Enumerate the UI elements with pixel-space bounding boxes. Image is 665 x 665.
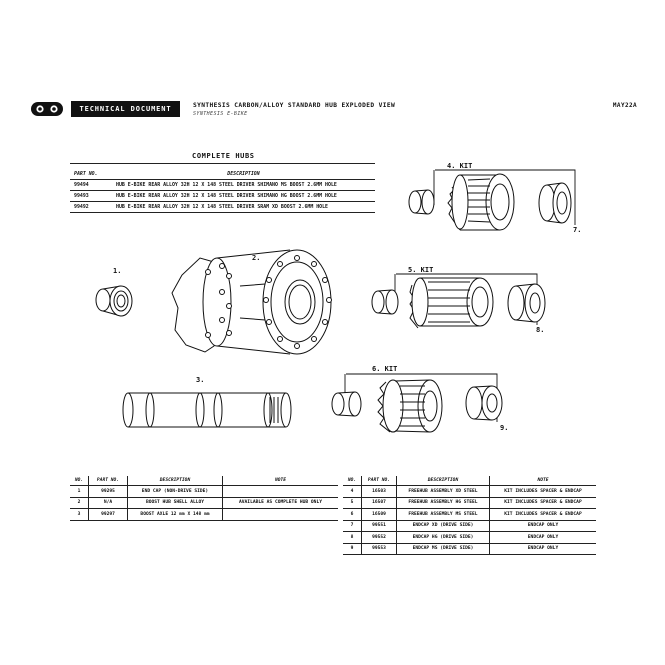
part-number: 99553 bbox=[362, 543, 397, 555]
hub-part-number: 99493 bbox=[70, 191, 112, 202]
hub-description: HUB E-BIKE REAR ALLOY 32H 12 X 148 STEEL DRIVER SRAM XD BOOST 2.6MM HOLE bbox=[112, 202, 375, 213]
part-description: FREEHUB ASSEMBLY MS STEEL bbox=[397, 509, 490, 521]
part-note: ENDCAP ONLY bbox=[490, 532, 597, 544]
column-header-note: NOTE bbox=[490, 476, 597, 486]
table-row bbox=[70, 509, 338, 521]
table-row bbox=[343, 509, 596, 521]
callout-3: 3. bbox=[196, 376, 205, 384]
parts-table-left bbox=[70, 476, 338, 521]
document-revision-date: MAY22A bbox=[612, 102, 637, 109]
item-number: 7 bbox=[343, 520, 362, 532]
part-number: 16509 bbox=[362, 509, 397, 521]
hub-description: HUB E-BIKE REAR ALLOY 32H 12 X 148 STEEL DRIVER SHIMANO HG BOOST 2.6MM HOLE bbox=[112, 191, 375, 202]
item-number: 5 bbox=[343, 497, 362, 509]
column-header-note: NOTE bbox=[223, 476, 339, 486]
column-header-description: DESCRIPTION bbox=[128, 476, 223, 486]
column-header-no: NO. bbox=[70, 476, 89, 486]
callout-4-kit: 4. KIT bbox=[447, 162, 473, 170]
column-header-description: DESCRIPTION bbox=[112, 169, 375, 180]
part-description: BOOST HUB SHELL ALLOY bbox=[128, 497, 223, 509]
callout-7: 7. bbox=[573, 226, 582, 234]
callout-5-kit: 5. KIT bbox=[408, 266, 434, 274]
part-number: 99295 bbox=[89, 486, 128, 498]
item-number: 3 bbox=[70, 509, 89, 521]
part-note: ENDCAP ONLY bbox=[490, 543, 597, 555]
part-note bbox=[223, 509, 339, 521]
hub-part-number: 99494 bbox=[70, 180, 112, 191]
item-number: 9 bbox=[343, 543, 362, 555]
column-header-no: NO. bbox=[343, 476, 362, 486]
part-note: KIT INCLUDES SPACER & ENDCAP bbox=[490, 497, 597, 509]
part-description: END CAP (NON-DRIVE SIDE) bbox=[128, 486, 223, 498]
table-header-row bbox=[70, 476, 338, 486]
callout-1: 1. bbox=[113, 267, 122, 275]
column-header-part-no: PART NO. bbox=[89, 476, 128, 486]
item-number: 2 bbox=[70, 497, 89, 509]
table-row bbox=[70, 497, 338, 509]
part-5-hg-freehub-kit-drawing bbox=[372, 274, 545, 328]
part-6-ms-freehub-kit-drawing bbox=[332, 374, 502, 432]
item-number: 8 bbox=[343, 532, 362, 544]
table-row bbox=[343, 520, 596, 532]
item-number: 4 bbox=[343, 486, 362, 498]
callout-9: 9. bbox=[500, 424, 509, 432]
part-note bbox=[223, 486, 339, 498]
table-row bbox=[343, 486, 596, 498]
part-description: FREEHUB ASSEMBLY XD STEEL bbox=[397, 486, 490, 498]
part-description: ENDCAP MS (DRIVE SIDE) bbox=[397, 543, 490, 555]
column-header-description: DESCRIPTION bbox=[397, 476, 490, 486]
table-row bbox=[343, 497, 596, 509]
column-header-part-no: PART NO. bbox=[362, 476, 397, 486]
part-description: BOOST AXLE 12 mm X 148 mm bbox=[128, 509, 223, 521]
item-number: 1 bbox=[70, 486, 89, 498]
table-row bbox=[343, 532, 596, 544]
part-3-axle-drawing bbox=[123, 393, 291, 427]
part-2-hub-shell-drawing bbox=[172, 250, 332, 354]
part-number: 16503 bbox=[362, 486, 397, 498]
part-description: ENDCAP XD (DRIVE SIDE) bbox=[397, 520, 490, 532]
document-subtitle: SYNTHESIS E-BIKE bbox=[193, 111, 248, 117]
part-number: 99297 bbox=[89, 509, 128, 521]
table-header-row bbox=[343, 476, 596, 486]
part-number: 16507 bbox=[362, 497, 397, 509]
table-row bbox=[70, 486, 338, 498]
part-number: 99552 bbox=[362, 532, 397, 544]
callout-6-kit: 6. KIT bbox=[372, 365, 398, 373]
part-description: FREEHUB ASSEMBLY HG STEEL bbox=[397, 497, 490, 509]
hub-description: HUB E-BIKE REAR ALLOY 32H 12 X 148 STEEL DRIVER SHIMANO MS BOOST 2.6MM HOLE bbox=[112, 180, 375, 191]
document-title: SYNTHESIS CARBON/ALLOY STANDARD HUB EXPLODED VIEW bbox=[193, 102, 396, 109]
parts-table-right bbox=[343, 476, 596, 555]
part-note: KIT INCLUDES SPACER & ENDCAP bbox=[490, 509, 597, 521]
hub-part-number: 99492 bbox=[70, 202, 112, 213]
part-1-end-cap-drawing bbox=[96, 286, 132, 316]
callout-8: 8. bbox=[536, 326, 545, 334]
brand-logo-icon bbox=[30, 100, 64, 118]
column-header-part-no: PART NO. bbox=[70, 169, 112, 180]
part-number: 99551 bbox=[362, 520, 397, 532]
part-4-xd-freehub-kit-drawing bbox=[409, 170, 575, 230]
callout-2: 2. bbox=[252, 254, 261, 262]
table-row bbox=[343, 543, 596, 555]
complete-hubs-title: COMPLETE HUBS bbox=[192, 152, 255, 160]
item-number: 6 bbox=[343, 509, 362, 521]
part-note: AVAILABLE AS COMPLETE HUB ONLY bbox=[223, 497, 339, 509]
exploded-view-diagram bbox=[0, 150, 665, 450]
part-note: ENDCAP ONLY bbox=[490, 520, 597, 532]
part-description: ENDCAP HG (DRIVE SIDE) bbox=[397, 532, 490, 544]
part-number: N/A bbox=[89, 497, 128, 509]
part-note: KIT INCLUDES SPACER & ENDCAP bbox=[490, 486, 597, 498]
document-type-badge: TECHNICAL DOCUMENT bbox=[71, 101, 180, 117]
